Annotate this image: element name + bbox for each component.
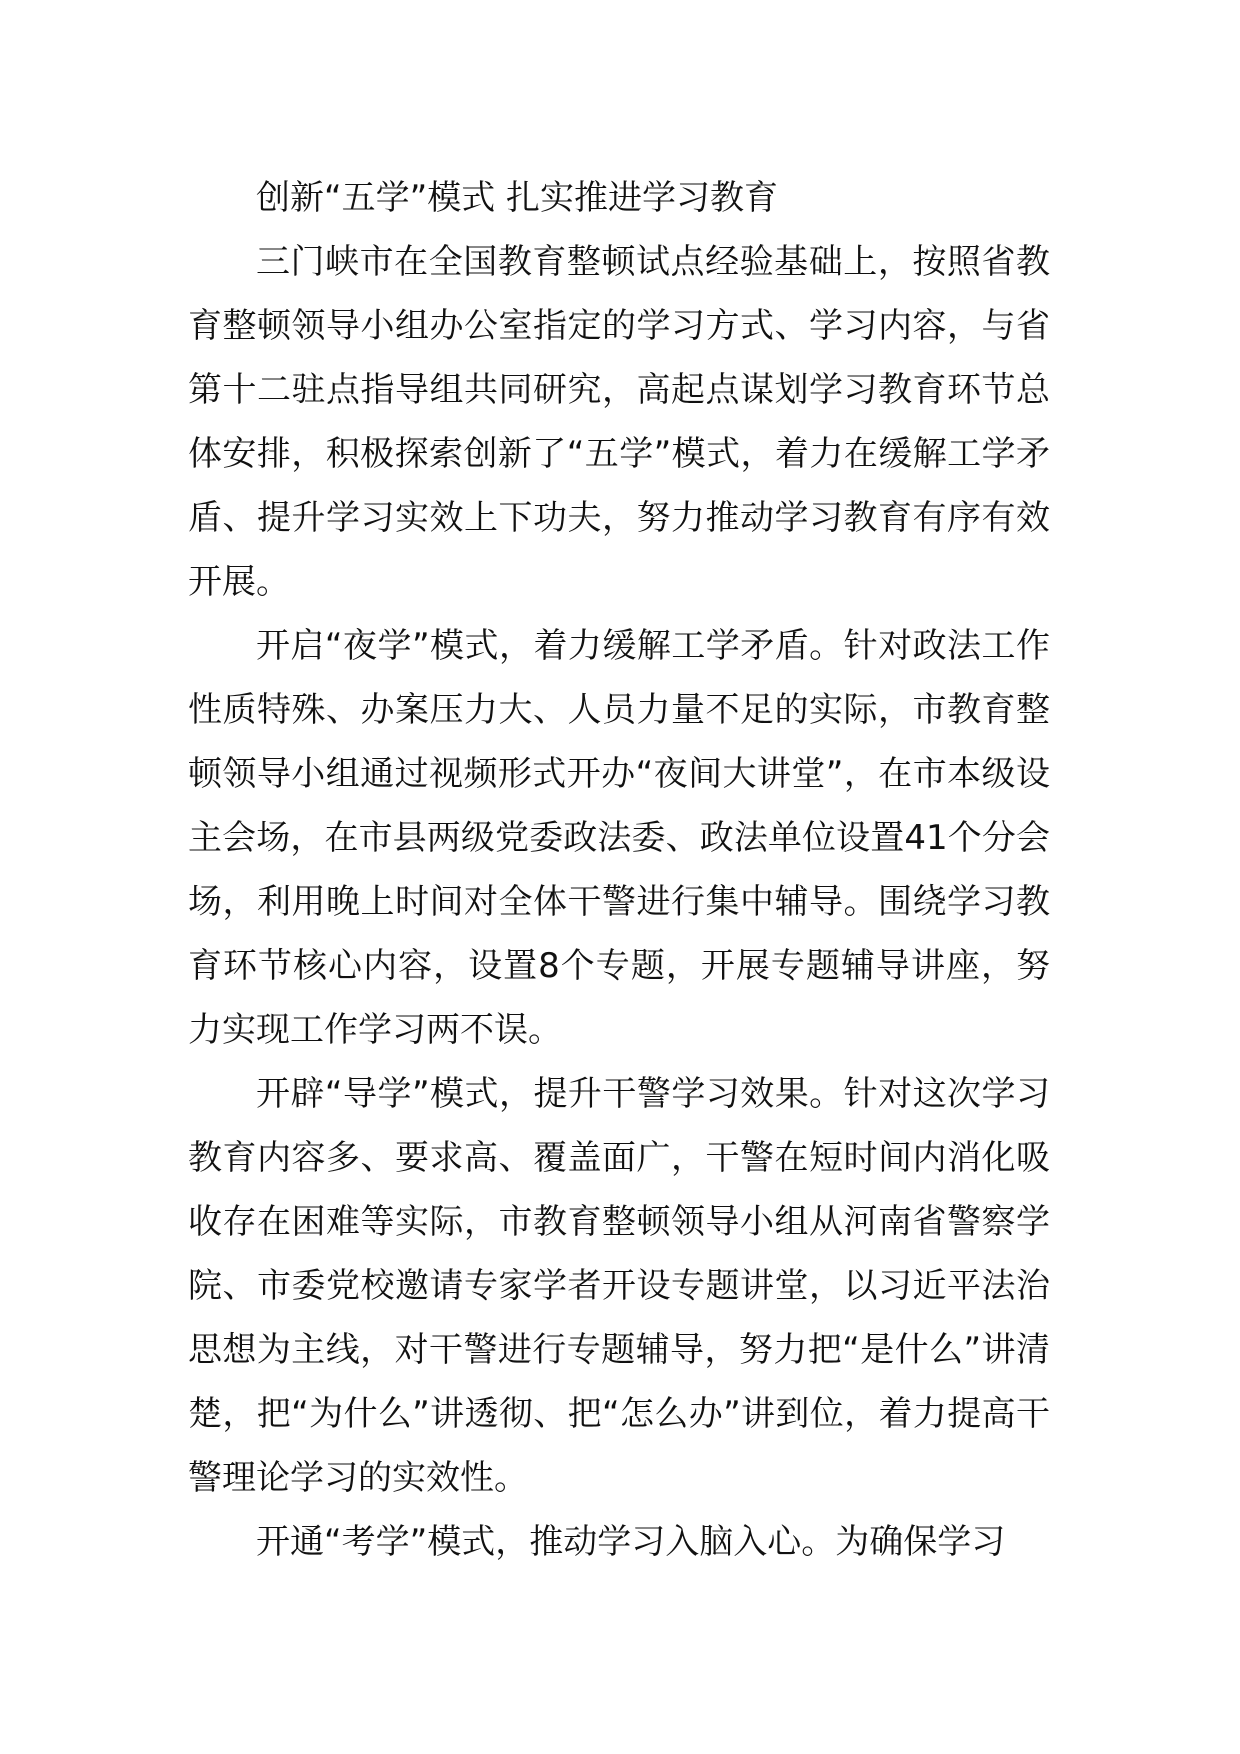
paragraph-intro: 三门峡市在全国教育整顿试点经验基础上，按照省教育整顿领导小组办公室指定的学习方式、学习内容，与省第十二驻点指导组共同研究，高起点谋划学习教育环节总体安排，积极探索创新了“五学”模式，着力在缓解工学矛盾、提升学习实效上下功夫，努力推动学习教育有序有效开展。 bbox=[188, 242, 1050, 602]
paragraph-night-study: 开启“夜学”模式，着力缓解工学矛盾。针对政法工作性质特殊、办案压力大、人员力量不足的实际，市教育整顿领导小组通过视频形式开办“夜间大讲堂”，在市本级设主会场，在市县两级党委政法委、政法单位设置41个分会场，利用晚上时间对全体干警进行集中辅导。围绕学习教育环节核心内容，设置8个专题，开展专题辅导讲座，努力实现工作学习两不误。 bbox=[188, 626, 1050, 1050]
document-title: 创新“五学”模式 扎实推进学习教育 bbox=[256, 178, 779, 218]
paragraph-guided-study: 开辟“导学”模式，提升干警学习效果。针对这次学习教育内容多、要求高、覆盖面广，干警在短时间内消化吸收存在困难等实际，市教育整顿领导小组从河南省警察学院、市委党校邀请专家学者开设专题讲堂，以习近平法治思想为主线，对干警进行专题辅导，努力把“是什么”讲清楚，把“为什么”讲透彻、把“怎么办”讲到位，着力提高干警理论学习的实效性。 bbox=[188, 1074, 1050, 1498]
document-body bbox=[188, 166, 1050, 1574]
paragraph-exam-study: 开通“考学”模式，推动学习入脑入心。为确保学习 bbox=[256, 1522, 1006, 1562]
